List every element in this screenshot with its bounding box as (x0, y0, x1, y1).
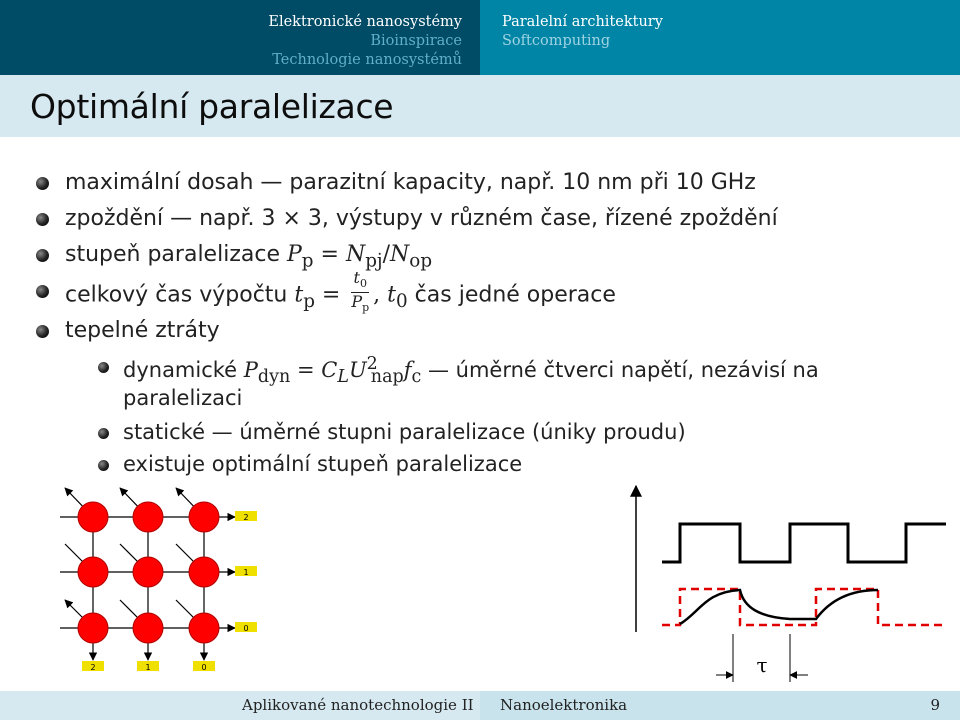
fraction (351, 269, 369, 316)
processor-node (78, 557, 108, 587)
nav-section-elektronicke[interactable]: Elektronické nanosystémy (268, 14, 462, 30)
footer-page-number: 9 (930, 696, 940, 714)
math-superscript: 2 (366, 354, 378, 374)
processor-node (189, 502, 219, 532)
bullet-icon (36, 177, 49, 190)
fraction-denominator: $P_p$ (351, 292, 370, 315)
clock-signal (662, 524, 946, 562)
footer-lecture-title: Nanoelektronika (500, 696, 628, 714)
bullet-text: tepelné ztráty (65, 318, 220, 343)
header-left-panel (0, 0, 480, 75)
sub-bullet-text (123, 354, 819, 387)
math-symbol: N (345, 242, 366, 267)
math-subscript: L (337, 367, 349, 388)
grid-label-right: 0 (243, 624, 249, 633)
sub-bullet-icon (98, 460, 109, 471)
frame-title-bar (0, 75, 960, 137)
grid-label-right: 2 (243, 513, 249, 522)
header-right-panel (480, 0, 960, 75)
text-span: dynamické (123, 358, 244, 382)
math-symbol: t (387, 282, 397, 308)
text-span: čas jedné operace (407, 282, 616, 308)
math-symbol: f (403, 358, 412, 382)
text-span: celkový čas výpočtu (65, 282, 295, 308)
bullet-icon (36, 213, 49, 226)
math-operator: / (382, 242, 391, 267)
footer-left-panel (0, 691, 480, 720)
math-subscript: dyn (257, 367, 291, 388)
bullet-text: maximální dosah — parazitní kapacity, např. 10 nm při 10 GHz (65, 170, 756, 195)
grid-label-bottom: 2 (90, 663, 96, 672)
math-operator: = (313, 242, 346, 267)
section-nav-left (268, 13, 462, 70)
math-operator: = (290, 358, 322, 382)
nav-subsection-softcomputing[interactable]: Softcomputing (502, 33, 611, 49)
processor-node (189, 613, 219, 643)
grid-label-bottom: 1 (145, 663, 151, 672)
text-span: stupeň paralelizace (65, 242, 287, 267)
math-symbol: P (243, 358, 258, 382)
bullet-icon (36, 325, 49, 338)
math-operator: = (314, 282, 348, 308)
math-subscript: p (301, 250, 314, 272)
math-subscript: nap (370, 367, 404, 388)
processor-nodes (78, 502, 219, 643)
nav-subsection-paralelni[interactable]: Paralelní architektury (502, 14, 663, 30)
math-symbol: t (294, 282, 304, 308)
math-symbol: P (286, 242, 302, 267)
sub-bullet-icon (98, 362, 109, 373)
text-span: , (373, 282, 388, 308)
math-symbol: U (348, 358, 367, 382)
header-navigation (0, 0, 960, 75)
nav-section-technologie[interactable]: Technologie nanosystémů (272, 52, 462, 68)
math-subscript: c (411, 367, 422, 388)
sub-bullet-text: existuje optimální stupeň paralelizace (123, 452, 523, 476)
processor-node (78, 613, 108, 643)
bullet-text (65, 242, 432, 271)
processor-node (189, 557, 219, 587)
processor-grid-figure (40, 480, 270, 680)
tau-label: τ (756, 653, 768, 677)
footer-course-title: Aplikované nanotechnologie II (242, 696, 474, 714)
timing-diagram-figure (620, 482, 950, 690)
footer-right-panel (480, 691, 960, 720)
sub-bullet-text: statické — úměrné stupni paralelizace (úniky proudu) (123, 420, 686, 444)
text-span: — úměrné čtverci napětí, nezávisí na (421, 358, 819, 382)
math-symbol: C (321, 358, 338, 382)
subsection-nav-right (502, 13, 663, 51)
sub-bullet-icon (98, 428, 109, 439)
math-symbol: N (390, 242, 410, 267)
processor-node (133, 557, 163, 587)
bullet-text: zpoždění — např. 3 × 3, výstupy v různém čase, řízené zpoždění (65, 206, 778, 231)
bullet-icon (36, 285, 49, 298)
right-label-boxes (235, 511, 257, 633)
bullet-text (65, 268, 616, 319)
grid-label-right: 1 (243, 568, 249, 577)
bottom-label-boxes (82, 661, 215, 672)
fraction-numerator: $t_0$ (351, 269, 369, 293)
bullet-icon (36, 249, 49, 262)
grid-label-bottom: 0 (201, 663, 207, 672)
slide-title: Optimální paralelizace (30, 87, 394, 126)
math-subscript: op (409, 250, 433, 272)
math-subscript: pj (365, 250, 383, 272)
math-subscript: p (303, 291, 315, 313)
delayed-signal (680, 590, 878, 624)
nav-section-bioinspirace[interactable]: Bioinspirace (370, 33, 462, 49)
sub-bullet-text: paralelizaci (123, 386, 243, 410)
processor-node (78, 502, 108, 532)
processor-node (133, 502, 163, 532)
footer-bar (0, 691, 960, 720)
processor-node (133, 613, 163, 643)
math-subscript: 0 (396, 291, 408, 313)
